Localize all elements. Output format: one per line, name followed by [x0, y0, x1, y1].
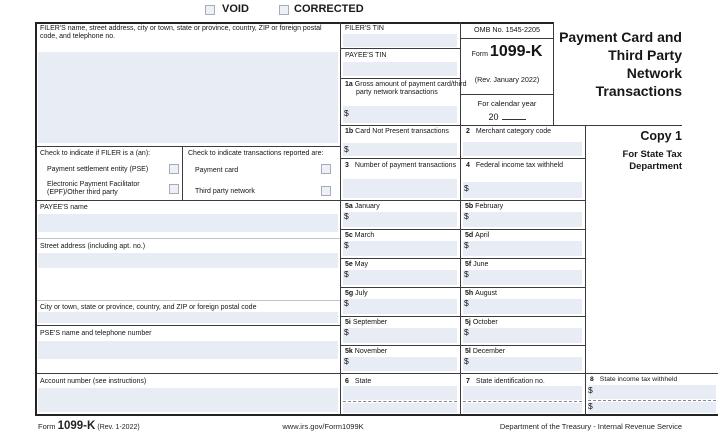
- filer-info-field[interactable]: [38, 52, 338, 143]
- account-number-label: Account number (see instructions): [40, 378, 147, 385]
- pse-name-field[interactable]: [38, 341, 338, 359]
- box-5e-currency: $: [344, 269, 349, 279]
- street-address-field[interactable]: [38, 253, 338, 268]
- filer-tin-label: FILER'S TIN: [345, 25, 384, 32]
- box-5c-currency: $: [344, 240, 349, 250]
- box-7-label: 7 State identification no.: [466, 378, 545, 385]
- box-2-label: 2 Merchant category code: [466, 128, 552, 135]
- grid-line: [460, 38, 553, 39]
- grid-line: [35, 414, 718, 416]
- box-5b: 5b February $: [460, 200, 585, 229]
- third-party-network-checkbox[interactable]: [321, 186, 331, 196]
- grid-line: [35, 22, 37, 415]
- grid-line: [35, 373, 718, 374]
- grid-line: [340, 78, 460, 79]
- payee-name-field[interactable]: [38, 214, 338, 232]
- pse-name-label: PSE'S name and telephone number: [40, 330, 152, 337]
- box-1b-field[interactable]: [343, 143, 457, 156]
- box-5a-field[interactable]: [343, 212, 457, 227]
- grid-line: [35, 22, 553, 24]
- box-7-divider: [463, 401, 582, 402]
- grid-line: [35, 146, 340, 147]
- txn-type-heading: Check to indicate transactions reported are:: [188, 150, 324, 157]
- box-5f-currency: $: [464, 269, 469, 279]
- filer-tin-field[interactable]: [343, 34, 457, 47]
- box-5f: 5f June $: [460, 258, 585, 287]
- grid-line: [460, 94, 553, 95]
- grid-line: [340, 125, 682, 126]
- box-1a-label: 1a Gross amount of payment card/third party network transactions: [345, 81, 467, 96]
- copy-label: Copy 1: [640, 129, 682, 143]
- box-4-label: 4 Federal income tax withheld: [466, 162, 564, 169]
- third-party-network-label: Third party network: [195, 188, 255, 195]
- box-5d-currency: $: [464, 240, 469, 250]
- box-5l-field[interactable]: [463, 357, 582, 371]
- grid-line: [36, 238, 340, 239]
- payee-name-label: PAYEE'S name: [40, 204, 88, 211]
- epf-checkbox[interactable]: [169, 184, 179, 194]
- grid-line: [182, 146, 183, 200]
- form-revision: (Rev. January 2022): [474, 75, 540, 84]
- city-label: City or town, state or province, country, and ZIP or foreign postal code: [40, 304, 257, 311]
- box-5d: 5d April $: [460, 229, 585, 258]
- box-7-field-2[interactable]: [463, 403, 582, 413]
- box-8-currency-2: $: [588, 401, 593, 411]
- box-7-field-1[interactable]: [463, 386, 582, 400]
- box-5g-field[interactable]: [343, 299, 457, 314]
- form-number: 1099-K: [489, 43, 543, 60]
- calendar-year-label: For calendar year: [477, 99, 537, 108]
- box-5j-field[interactable]: [463, 328, 582, 343]
- box-5i-currency: $: [344, 327, 349, 337]
- corrected-label: CORRECTED: [294, 3, 364, 15]
- city-field[interactable]: [38, 312, 338, 323]
- box-5g: 5g July $: [340, 287, 460, 316]
- box-5h-field[interactable]: [463, 299, 582, 314]
- box-5j-currency: $: [464, 327, 469, 337]
- box-1a-number: 1a: [345, 81, 353, 88]
- filer-option-epf-label: Electronic Payment Facilitator (EPF)/Other third party: [47, 181, 140, 196]
- pse-checkbox[interactable]: [169, 164, 179, 174]
- void-label: VOID: [222, 3, 249, 15]
- box-5l: 5l December $: [460, 345, 585, 373]
- box-5k: 5k November $: [340, 345, 460, 373]
- payment-card-label: Payment card: [195, 167, 239, 174]
- box-8-field-1[interactable]: [588, 385, 716, 399]
- box-5f-field[interactable]: [463, 270, 582, 285]
- copy-dept-line1: For State Tax: [622, 149, 682, 160]
- box-5e-field[interactable]: [343, 270, 457, 285]
- form-title: Payment Card and Third Party Network Transactions: [559, 29, 682, 99]
- payee-tin-field[interactable]: [343, 62, 457, 76]
- box-5b-field[interactable]: [463, 212, 582, 227]
- box-5a-currency: $: [344, 211, 349, 221]
- void-checkbox[interactable]: [205, 5, 215, 15]
- grid-line: [35, 325, 340, 326]
- filer-info-label: FILER'S name, street address, city or town, state or province, country, ZIP or foreign postal code, and telephone no.: [40, 25, 322, 40]
- box-5j: 5j October $: [460, 316, 585, 345]
- box-5d-field[interactable]: [463, 241, 582, 256]
- street-address-label: Street address (including apt. no.): [40, 243, 146, 250]
- footer-form-id: Form 1099-K (Rev. 1-2022): [38, 420, 140, 432]
- grid-line: [340, 158, 585, 159]
- box-5k-currency: $: [344, 356, 349, 366]
- box-4-currency: $: [464, 183, 469, 193]
- box-5h-currency: $: [464, 298, 469, 308]
- box-6-field-2[interactable]: [343, 403, 457, 413]
- box-8-field-2[interactable]: [588, 402, 716, 413]
- grid-line: [340, 48, 460, 49]
- box-8-label: 8 State income tax withheld: [590, 376, 678, 383]
- box-5b-currency: $: [464, 211, 469, 221]
- omb-number: OMB No. 1545-2205: [474, 25, 540, 34]
- payee-tin-label: PAYEE'S TIN: [345, 52, 387, 59]
- payment-card-checkbox[interactable]: [321, 164, 331, 174]
- box-5k-field[interactable]: [343, 357, 457, 371]
- box-5c-field[interactable]: [343, 241, 457, 256]
- box-4-field[interactable]: [463, 182, 582, 198]
- calendar-year-field[interactable]: [502, 111, 526, 120]
- footer-url[interactable]: www.irs.gov/Form1099K: [282, 422, 364, 431]
- grid-line: [36, 300, 340, 301]
- box-5l-currency: $: [464, 356, 469, 366]
- box-1b-label: 1b Card Not Present transactions: [345, 128, 449, 135]
- form-word: Form: [471, 51, 488, 58]
- box-1b-currency: $: [344, 144, 349, 154]
- calendar-year-prefix: 20: [488, 112, 499, 122]
- filer-option-pse-label: Payment settlement entity (PSE): [47, 166, 149, 173]
- copy-dept-line2: Department: [629, 161, 682, 172]
- box-5i-field[interactable]: [343, 328, 457, 343]
- box-5i: 5i September $: [340, 316, 460, 345]
- box-5e: 5e May $: [340, 258, 460, 287]
- box-1a-currency: $: [344, 108, 349, 118]
- box-3-label: 3 Number of payment transactions: [345, 162, 457, 169]
- footer-agency: Department of the Treasury - Internal Revenue Service: [499, 422, 682, 431]
- box-8-currency-1: $: [588, 385, 593, 395]
- box-6-label: 6 State: [345, 378, 372, 385]
- box-5g-currency: $: [344, 298, 349, 308]
- corrected-checkbox[interactable]: [279, 5, 289, 15]
- box-1a-field[interactable]: [343, 106, 457, 123]
- account-number-field[interactable]: [38, 388, 338, 412]
- box-5h: 5h August $: [460, 287, 585, 316]
- box-5a: 5a January $: [340, 200, 460, 229]
- box-6-field-1[interactable]: [343, 386, 457, 400]
- box-3-field[interactable]: [343, 179, 457, 198]
- box-5c: 5c March $: [340, 229, 460, 258]
- box-6-divider: [343, 401, 457, 402]
- box-8-divider: [588, 400, 716, 401]
- filer-type-heading: Check to indicate if FILER is a (an):: [40, 150, 151, 157]
